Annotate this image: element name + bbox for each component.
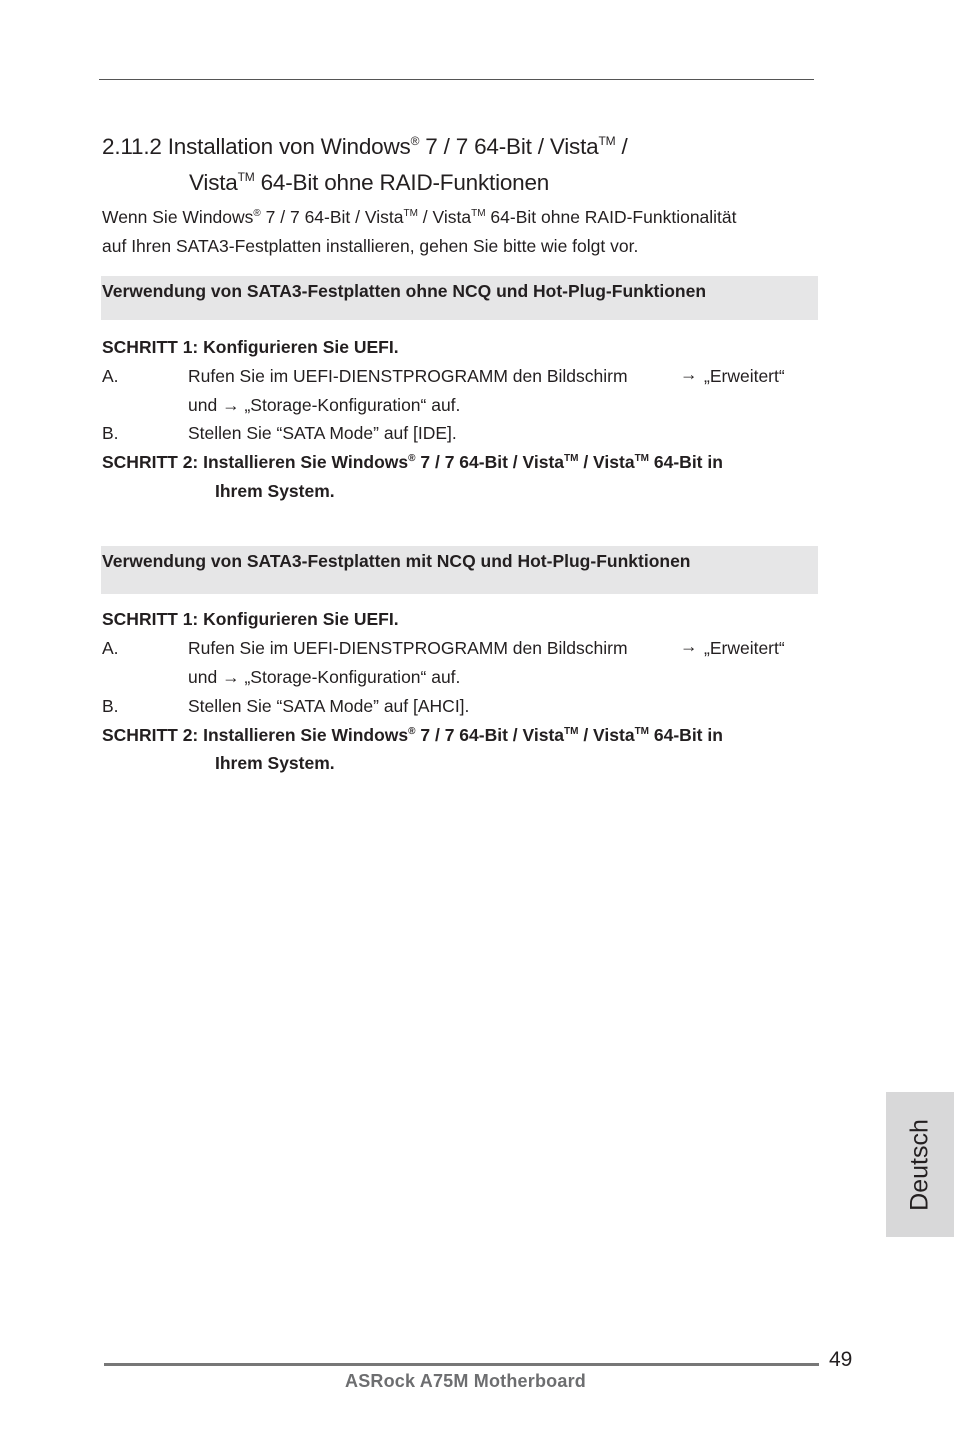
page-number: 49 — [829, 1348, 853, 1371]
section1-item-b-text: Stellen Sie “SATA Mode” auf [IDE]. — [188, 423, 457, 443]
footer-product-name: ASRock A75M Motherboard — [345, 1371, 586, 1391]
arrow-icon: → — [222, 667, 240, 687]
language-tab — [886, 1092, 954, 1237]
arrow-icon: → — [222, 395, 240, 415]
section-heading-line2: Vista™ 64-Bit ohne RAID-Funktionen — [189, 170, 550, 195]
section1-title: Verwendung von SATA3-Festplatten ohne NCQ und Hot-Plug-Funktionen — [102, 281, 707, 301]
section2-item-a-line2: und → „Storage-Konfiguration“ auf. — [188, 667, 461, 687]
bottom-rule — [104, 1363, 819, 1366]
section1-item-a-line2: und → „Storage-Konfiguration“ auf. — [188, 395, 461, 415]
intro-line1: Wenn Sie Windows® 7 / 7 64-Bit / Vista™ / Vista™ 64-Bit ohne RAID-Funktionalität — [102, 207, 737, 227]
language-tab-label: Deutsch — [905, 1118, 934, 1211]
section1-step2-line2: Ihrem System. — [215, 481, 335, 501]
section2-item-a-text: Rufen Sie im UEFI-DIENSTPROGRAMM den Bildschirm — [188, 638, 628, 658]
section-heading-line1: 2.11.2 Installation von Windows® 7 / 7 64-Bit / Vista™ / — [102, 134, 628, 159]
section1-item-a-end: „Erweitert“ — [704, 366, 785, 386]
section2-step1: SCHRITT 1: Konfigurieren Sie UEFI. — [102, 609, 399, 629]
section2-item-a-end: „Erweitert“ — [704, 638, 785, 658]
arrow-icon: → — [680, 364, 698, 384]
section1-item-a-text: Rufen Sie im UEFI-DIENSTPROGRAMM den Bildschirm — [188, 366, 628, 386]
section1-step1: SCHRITT 1: Konfigurieren Sie UEFI. — [102, 337, 399, 357]
section2-item-b-letter: B. — [102, 696, 119, 716]
section2-item-b-text: Stellen Sie “SATA Mode” auf [AHCI]. — [188, 696, 470, 716]
section1-step2: SCHRITT 2: Installieren Sie Windows® 7 / 7 64-Bit / Vista™ / Vista™ 64-Bit in — [102, 452, 723, 472]
arrow-icon: → — [680, 636, 698, 656]
section2-step2: SCHRITT 2: Installieren Sie Windows® 7 / 7 64-Bit / Vista™ / Vista™ 64-Bit in — [102, 725, 723, 745]
section2-step2-line2: Ihrem System. — [215, 753, 335, 773]
section1-item-b-letter: B. — [102, 423, 119, 443]
intro-line2: auf Ihren SATA3-Festplatten installieren, gehen Sie bitte wie folgt vor. — [102, 236, 639, 256]
section1-item-a-letter: A. — [102, 366, 119, 386]
top-rule — [99, 79, 814, 80]
section2-item-a-letter: A. — [102, 638, 119, 658]
section2-title: Verwendung von SATA3-Festplatten mit NCQ und Hot-Plug-Funktionen — [102, 551, 691, 571]
